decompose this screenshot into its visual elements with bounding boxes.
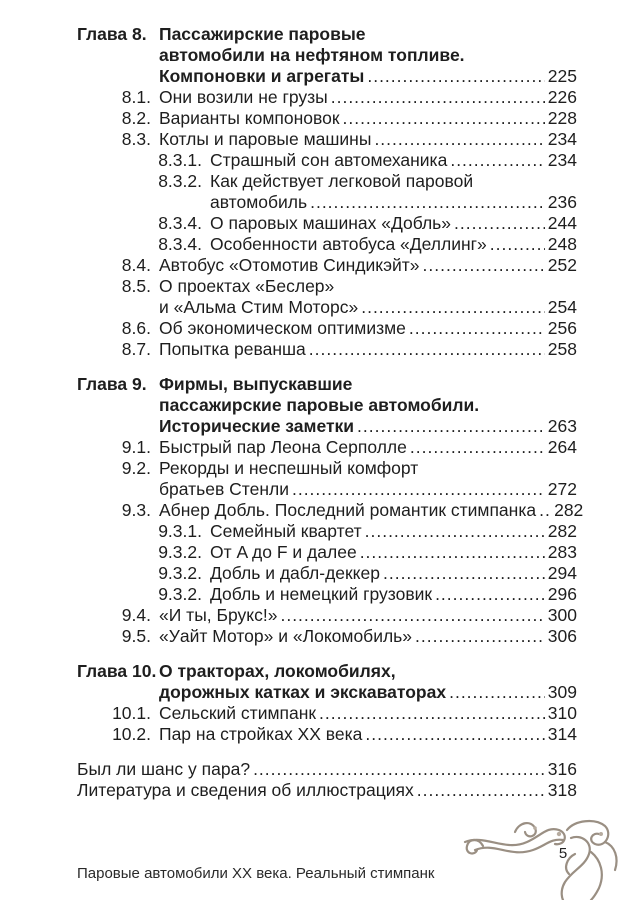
- entry-title: Абнер Добль. Последний романтик стимпанка: [159, 500, 537, 520]
- dot-leader: [449, 682, 545, 703]
- entry-number: 10.1.: [112, 703, 151, 723]
- chapter-title-line: Исторические заметки: [159, 416, 355, 436]
- entry-title: «И ты, Брукс!»: [159, 605, 278, 625]
- chapter-heading: [77, 24, 577, 87]
- toc-entry[interactable]: [77, 605, 577, 626]
- toc-entry[interactable]: [77, 759, 577, 780]
- dot-leader: [253, 759, 545, 780]
- entry-number: 8.7.: [121, 339, 151, 359]
- chapter-9: [77, 374, 584, 647]
- entry-number: 10.2.: [112, 724, 151, 744]
- entry-page: 244: [547, 213, 577, 233]
- dot-leader: [365, 521, 545, 542]
- dot-leader: [331, 87, 545, 108]
- dot-leader: [365, 724, 544, 745]
- dot-leader: [360, 542, 545, 563]
- dot-leader: [409, 318, 545, 339]
- entry-title: Литература и сведения об иллюстрациях: [77, 780, 414, 800]
- dot-leader: [435, 584, 545, 605]
- chapter-title-line: О тракторах, локомобилях,: [159, 661, 396, 681]
- dot-leader: [367, 66, 544, 87]
- toc-entry[interactable]: [77, 500, 584, 521]
- entry-page: 252: [547, 255, 577, 275]
- entry-number: 8.3.: [121, 129, 151, 149]
- toc-entry[interactable]: [77, 458, 577, 500]
- entry-title: Семейный квартет: [210, 521, 362, 541]
- chapter-title-line: Пассажирские паровые: [159, 24, 366, 44]
- toc-entry[interactable]: [77, 563, 577, 584]
- entry-number: 9.3.2.: [158, 563, 202, 583]
- dot-leader: [292, 479, 545, 500]
- entry-title: Рекорды и неспешный комфорт: [159, 458, 419, 478]
- running-title: Паровые автомобили XX века. Реальный стимпанк: [77, 865, 435, 882]
- entry-page: 256: [547, 318, 577, 338]
- entry-number: 9.3.: [121, 500, 151, 520]
- entry-page: 283: [547, 542, 577, 562]
- dot-leader: [361, 297, 545, 318]
- toc-entry[interactable]: [77, 129, 577, 150]
- chapter-label: Глава 10.: [77, 661, 157, 681]
- entry-page: 272: [547, 479, 577, 499]
- dot-leader: [309, 339, 545, 360]
- entry-title: братьев Стенли: [159, 479, 289, 499]
- entry-number: 9.3.2.: [158, 542, 202, 562]
- entry-page: 228: [547, 108, 577, 128]
- dot-leader: [423, 255, 545, 276]
- entry-title: Котлы и паровые машины: [159, 129, 372, 149]
- toc-entry[interactable]: [77, 780, 577, 801]
- entry-number: 9.3.2.: [158, 584, 202, 604]
- entry-title: Быстрый пар Леона Серполле: [159, 437, 407, 457]
- toc-entry[interactable]: [77, 542, 577, 563]
- dot-leader: [539, 500, 551, 521]
- toc-entry[interactable]: [77, 584, 577, 605]
- chapter-title-line: Компоновки и агрегаты: [159, 66, 365, 86]
- toc-entry[interactable]: [77, 255, 577, 276]
- dot-leader: [374, 129, 544, 150]
- entry-page: 316: [547, 759, 577, 779]
- dot-leader: [450, 150, 544, 171]
- chapter-heading: [77, 661, 577, 703]
- dot-leader: [310, 192, 545, 213]
- entry-title: От A до F и далее: [210, 542, 357, 562]
- entry-page: 300: [547, 605, 577, 625]
- entry-page: 248: [547, 234, 577, 254]
- chapter-title-line: дорожных катках и экскаваторах: [159, 682, 447, 702]
- toc-entry[interactable]: [77, 150, 577, 171]
- toc-entry[interactable]: [77, 703, 577, 724]
- entry-number: 8.1.: [121, 87, 151, 107]
- entry-page: 314: [547, 724, 577, 744]
- entry-title: Автобус «Отомотив Синдикэйт»: [159, 255, 420, 275]
- chapter-title-line: автомобили на нефтяном топливе.: [159, 45, 465, 65]
- toc-entry[interactable]: [77, 437, 577, 458]
- entry-title: «Уайт Мотор» и «Локомобиль»: [159, 626, 413, 646]
- chapter-heading: [77, 374, 577, 437]
- chapter-title-line: пассажирские паровые автомобили.: [159, 395, 480, 415]
- dot-leader: [417, 780, 545, 801]
- toc-entry[interactable]: [77, 521, 577, 542]
- entry-page: 310: [547, 703, 577, 723]
- entry-page: 282: [547, 521, 577, 541]
- entry-page: 306: [547, 626, 577, 646]
- entry-number: 9.3.1.: [158, 521, 202, 541]
- entry-page: 258: [547, 339, 577, 359]
- entry-title: Сельский стимпанк: [159, 703, 317, 723]
- chapter-page: 263: [547, 416, 577, 436]
- dot-leader: [383, 563, 545, 584]
- entry-number: 9.5.: [121, 626, 151, 646]
- toc-entry[interactable]: [77, 318, 577, 339]
- dot-leader: [415, 626, 545, 647]
- entry-title: и «Альма Стим Моторс»: [159, 297, 359, 317]
- toc-entry[interactable]: [77, 87, 577, 108]
- entry-number: 8.3.2.: [158, 171, 202, 191]
- entry-title: Как действует легковой паровой: [210, 171, 474, 191]
- chapter-page: 309: [547, 682, 577, 702]
- entry-number: 8.3.4.: [158, 213, 202, 233]
- chapter-title-line: Фирмы, выпускавшие: [159, 374, 353, 394]
- entry-page: 234: [547, 150, 577, 170]
- dot-leader: [490, 234, 545, 255]
- chapter-label: Глава 8.: [77, 24, 147, 44]
- toc-tail: [77, 759, 577, 801]
- entry-title: Пар на стройках XX века: [159, 724, 363, 744]
- entry-page: 318: [547, 780, 577, 800]
- entry-title: Попытка реванша: [159, 339, 306, 359]
- page-number: 5: [558, 845, 568, 862]
- flourish-ornament-icon: [455, 812, 620, 900]
- entry-number: 8.4.: [121, 255, 151, 275]
- toc-entry[interactable]: [77, 724, 577, 745]
- entry-title: О паровых машинах «Добль»: [210, 213, 452, 233]
- entry-page: 226: [547, 87, 577, 107]
- dot-leader: [410, 437, 545, 458]
- dot-leader: [357, 416, 545, 437]
- chapter-page: 225: [547, 66, 577, 86]
- dot-leader: [342, 108, 544, 129]
- toc-entry[interactable]: [77, 108, 577, 129]
- entry-page: 264: [547, 437, 577, 457]
- entry-number: 8.2.: [121, 108, 151, 128]
- entry-number: 8.3.4.: [158, 234, 202, 254]
- entry-number: 8.6.: [121, 318, 151, 338]
- chapter-label: Глава 9.: [77, 374, 147, 394]
- entry-title: Они возили не грузы: [159, 87, 328, 107]
- entry-page: 296: [547, 584, 577, 604]
- toc-entry[interactable]: [77, 213, 577, 234]
- entry-number: 9.4.: [121, 605, 151, 625]
- entry-page: 254: [547, 297, 577, 317]
- entry-title: Варианты компоновок: [159, 108, 340, 128]
- toc-entry[interactable]: [77, 626, 577, 647]
- dot-leader: [280, 605, 544, 626]
- entry-number: 9.2.: [121, 458, 151, 478]
- entry-title: Добль и немецкий грузовик: [210, 584, 433, 604]
- entry-number: 8.3.1.: [158, 150, 202, 170]
- entry-page: 234: [547, 129, 577, 149]
- entry-page: 282: [554, 500, 584, 520]
- toc-entry[interactable]: [77, 234, 577, 255]
- entry-title: О проектах «Беслер»: [159, 276, 335, 296]
- table-of-contents: [77, 24, 584, 801]
- entry-page: 236: [547, 192, 577, 212]
- entry-title: автомобиль: [210, 192, 308, 212]
- chapter-10: [77, 661, 577, 745]
- toc-entry[interactable]: [77, 276, 577, 318]
- entry-number: 8.5.: [121, 276, 151, 296]
- entry-title: Особенности автобуса «Деллинг»: [210, 234, 487, 254]
- entry-title: Добль и дабл-деккер: [210, 563, 380, 583]
- chapter-8: [77, 24, 577, 360]
- dot-leader: [454, 213, 545, 234]
- toc-entry[interactable]: [77, 171, 577, 213]
- entry-title: Был ли шанс у пара?: [77, 759, 251, 779]
- entry-title: Страшный сон автомеханика: [210, 150, 448, 170]
- dot-leader: [319, 703, 545, 724]
- toc-entry[interactable]: [77, 339, 577, 360]
- entry-page: 294: [547, 563, 577, 583]
- entry-number: 9.1.: [121, 437, 151, 457]
- entry-title: Об экономическом оптимизме: [159, 318, 406, 338]
